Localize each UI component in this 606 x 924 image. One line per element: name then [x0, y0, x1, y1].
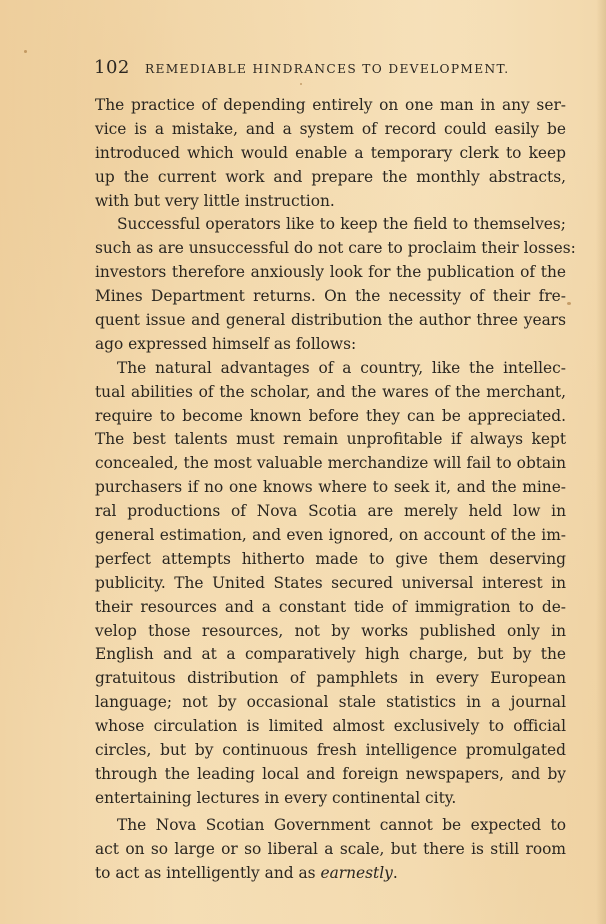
- paper-speck: [24, 50, 27, 53]
- text-line: through the leading local and foreign newspapers, and by: [95, 764, 566, 783]
- text-line: publicity. The United States secured universal interest in: [95, 573, 566, 592]
- text-line: ral productions of Nova Scotia are merely held low in: [95, 502, 566, 521]
- running-head: [94, 57, 534, 79]
- text-line: up the current work and prepare the monthly abstracts,: [95, 167, 566, 186]
- paragraph-4: [95, 814, 566, 886]
- paragraph-2: [95, 213, 576, 356]
- text-line: quent issue and general distribution the author three years: [95, 311, 566, 330]
- running-title: REMEDIABLE HINDRANCES TO DEVELOPMENT.: [144, 62, 510, 76]
- text-line: tual abilities of the scholar, and the wares of the merchant,: [95, 382, 566, 401]
- paragraph-1: [95, 94, 566, 213]
- text-line: ago expressed himself as follows:: [95, 334, 357, 353]
- text-line: investors therefore anxiously look for the publication of the: [95, 263, 566, 282]
- text-line: such as are unsuccessful do not care to proclaim their losses:: [95, 239, 576, 258]
- paper-speck: [300, 83, 302, 85]
- text-line: language; not by occasional stale statistics in a journal: [95, 693, 566, 712]
- text-line: circles, but by continuous fresh intelligence promulgated: [95, 741, 566, 760]
- text-line: with but very little instruction.: [95, 191, 335, 210]
- body-text: [95, 94, 576, 885]
- text-line: gratuitous distribution of pamphlets in every European: [95, 669, 566, 688]
- text-line: whose circulation is limited almost exclusively to official: [95, 717, 566, 736]
- final-punctuation: .: [392, 863, 398, 882]
- text-line: introduced which would enable a temporary clerk to keep: [95, 143, 566, 162]
- page-edge-shadow: [596, 0, 606, 924]
- text-line: require to become known before they can be appreciated.: [95, 406, 566, 425]
- text-line: perfect attempts hitherto made to give them deserving: [95, 549, 566, 568]
- text-line: velop those resources, not by works published only in: [95, 621, 566, 640]
- text-line: English and at a comparatively high charge, but by the: [95, 645, 566, 664]
- page-number: 102: [94, 57, 130, 78]
- text-line: Successful operators like to keep the field to themselves;: [117, 215, 566, 234]
- text-line-final: [95, 862, 566, 886]
- text-line: The practice of depending entirely on one man in any ser-: [95, 96, 566, 114]
- text-line: The best talents must remain unprofitable if always kept: [95, 430, 566, 449]
- paragraph-3-quotation: [95, 357, 566, 811]
- text-line: purchasers if no one knows where to seek it, and the mine-: [95, 478, 566, 497]
- text-line: act on so large or so liberal a scale, but there is still room: [95, 839, 566, 858]
- text-line: concealed, the most valuable merchandize will fail to obtain: [95, 454, 566, 473]
- italic-word: earnestly: [320, 863, 393, 882]
- text-line: their resources and a constant tide of immigration to de-: [95, 597, 566, 616]
- text-line: The natural advantages of a country, like the intellec-: [117, 358, 566, 377]
- text-line: entertaining lectures in every continental city.: [95, 788, 457, 807]
- text-line: general estimation, and even ignored, on account of the im-: [95, 526, 566, 545]
- text-line: vice is a mistake, and a system of record could easily be: [95, 119, 566, 138]
- text-line: Mines Department returns. On the necessity of their fre-: [95, 287, 566, 306]
- text-line: The Nova Scotian Government cannot be expected to: [117, 815, 566, 834]
- text-segment: to act as intelligently and as: [95, 863, 316, 882]
- paper-speck: [567, 302, 571, 305]
